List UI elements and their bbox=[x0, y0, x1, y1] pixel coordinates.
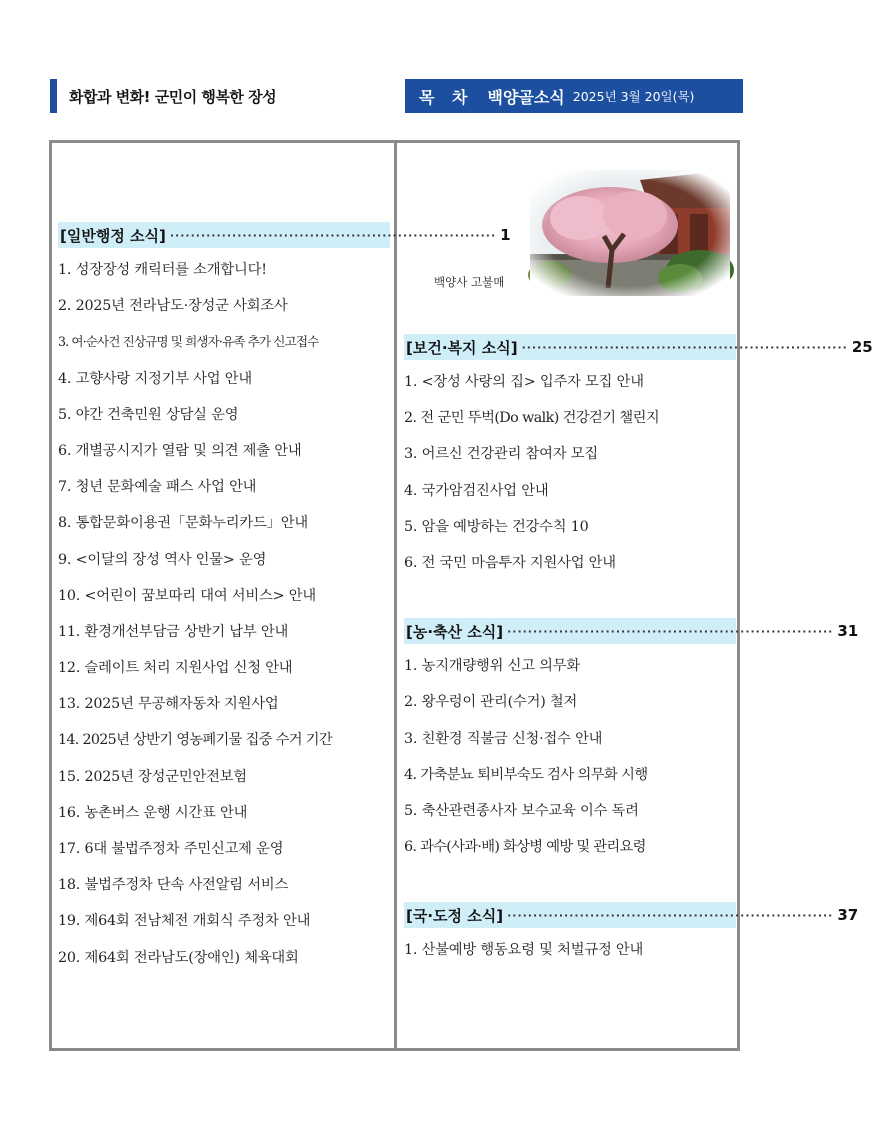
toc-item[interactable]: 13. 2025년 무공해자동차 지원사업 bbox=[58, 696, 279, 713]
toc-item[interactable]: 4. 가축분뇨 퇴비부숙도 검사 의무화 시행 bbox=[404, 766, 648, 783]
toc-item[interactable]: 16. 농촌버스 운행 시간표 안내 bbox=[58, 804, 248, 821]
toc-item[interactable]: 18. 불법주정차 단속 사전알림 서비스 bbox=[58, 877, 289, 894]
section-agriculture-livestock[interactable] bbox=[404, 618, 859, 644]
toc-item[interactable]: 8. 통합문화이용권「문화누리카드」안내 bbox=[58, 515, 308, 532]
toc-item[interactable]: 2. 2025년 전라남도·장성군 사회조사 bbox=[58, 298, 288, 315]
right-toc-column bbox=[404, 334, 873, 968]
slogan-header bbox=[50, 79, 385, 113]
toc-item[interactable]: 10. <어린이 꿈보따리 대여 서비스> 안내 bbox=[58, 587, 316, 604]
toc-item[interactable]: 4. 국가암검진사업 안내 bbox=[404, 482, 549, 499]
section-page-number: 37 bbox=[837, 906, 859, 925]
leader-dots: ······························································· bbox=[169, 228, 497, 242]
toc-item[interactable]: 11. 환경개선부담금 상반기 납부 안내 bbox=[58, 623, 289, 640]
section-national-provincial[interactable] bbox=[404, 902, 859, 928]
toc-item[interactable]: 2. 전 군민 뚜벅(Do walk) 건강걷기 챌린지 bbox=[404, 410, 660, 427]
toc-item[interactable]: 6. 개별공시지가 열람 및 의견 제출 안내 bbox=[58, 442, 302, 459]
section-gap bbox=[404, 865, 736, 902]
section-title: [보건·복지 소식] bbox=[406, 338, 518, 357]
toc-item[interactable]: 14. 2025년 상반기 영농폐기물 집중 수거 기간 bbox=[58, 732, 332, 749]
column-divider bbox=[394, 140, 397, 1051]
section-page-number: 1 bbox=[500, 226, 511, 244]
toc-item[interactable]: 9. <이달의 장성 역사 인물> 운영 bbox=[58, 551, 267, 568]
leader-dots: ······························································· bbox=[507, 908, 834, 922]
section-gap bbox=[404, 581, 736, 618]
leader-dots: ······························································· bbox=[507, 624, 834, 638]
leader-dots: ······························································· bbox=[521, 340, 848, 354]
plum-blossom-photo bbox=[530, 170, 730, 296]
toc-item[interactable]: 20. 제64회 전라남도(장애인) 체육대회 bbox=[58, 949, 299, 966]
section-page-number: 31 bbox=[837, 622, 859, 641]
slogan-text: 화합과 변화! 군민이 행복한 장성 bbox=[69, 87, 277, 106]
plum-blossom-image bbox=[530, 170, 730, 296]
toc-item[interactable]: 1. 성장장성 캐릭터를 소개합니다! bbox=[58, 262, 267, 278]
toc-label: 목 차 bbox=[419, 87, 474, 107]
toc-item[interactable]: 19. 제64회 전남체전 개회식 주정차 안내 bbox=[58, 913, 311, 930]
toc-item[interactable]: 5. 야간 건축민원 상담실 운영 bbox=[58, 406, 239, 423]
toc-item[interactable]: 1. 농지개량행위 신고 의무화 bbox=[404, 658, 580, 675]
photo-caption: 백양사 고불매 bbox=[434, 275, 505, 289]
toc-item[interactable]: 5. 축산관련종사자 보수교육 이수 독려 bbox=[404, 802, 639, 819]
toc-item[interactable]: 3. 친환경 직불금 신청·접수 안내 bbox=[404, 730, 603, 747]
slogan-accent-bar bbox=[50, 79, 57, 113]
toc-item[interactable]: 12. 슬레이트 처리 지원사업 신청 안내 bbox=[58, 660, 293, 677]
toc-item[interactable]: 17. 6대 불법주정차 주민신고제 운영 bbox=[58, 841, 284, 857]
toc-item[interactable]: 15. 2025년 장성군민안전보험 bbox=[58, 768, 247, 785]
toc-item[interactable]: 3. 여·순사건 진상규명 및 희생자·유족 추가 신고접수 bbox=[58, 334, 319, 350]
toc-item[interactable]: 7. 청년 문화예술 패스 사업 안내 bbox=[58, 479, 257, 496]
section-page-number: 25 bbox=[851, 338, 873, 356]
section-title: [국·도정 소식] bbox=[406, 906, 504, 925]
newsletter-name: 백양골소식 bbox=[487, 87, 565, 107]
toc-item[interactable]: 1. 산불예방 행동요령 및 처벌규정 안내 bbox=[404, 942, 644, 959]
toc-item[interactable]: 6. 전 국민 마음투자 지원사업 안내 bbox=[404, 554, 616, 571]
toc-item[interactable]: 1. <장성 사랑의 집> 입주자 모집 안내 bbox=[404, 374, 644, 390]
section-health-welfare[interactable] bbox=[404, 334, 873, 360]
toc-header bbox=[405, 79, 743, 113]
section-general-admin[interactable] bbox=[58, 222, 511, 248]
toc-item[interactable]: 6. 과수(사과·배) 화상병 예방 및 관리요령 bbox=[404, 839, 646, 856]
toc-item[interactable]: 3. 어르신 건강관리 참여자 모집 bbox=[404, 446, 598, 463]
section-title: [일반행정 소식] bbox=[60, 226, 166, 245]
issue-date: 2025년 3월 20일(목) bbox=[572, 89, 695, 104]
toc-item[interactable]: 2. 왕우렁이 관리(수거) 철저 bbox=[404, 694, 578, 711]
toc-item[interactable]: 5. 암을 예방하는 건강수칙 10 bbox=[404, 518, 589, 535]
section-title: [농·축산 소식] bbox=[406, 622, 504, 641]
toc-item[interactable]: 4. 고향사랑 지정기부 사업 안내 bbox=[58, 370, 252, 387]
